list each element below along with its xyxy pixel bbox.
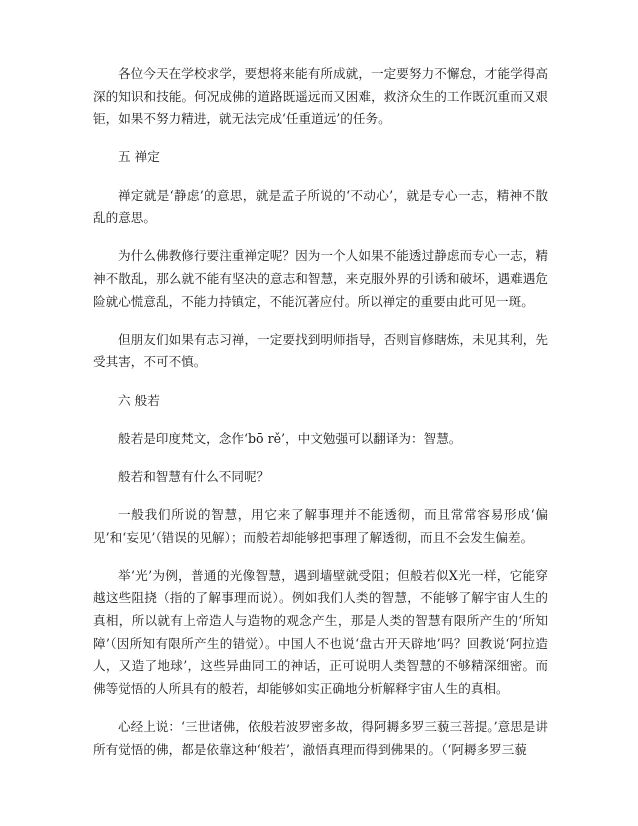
para-find-teacher: 但朋友们如果有志习禅，一定要找到明师指导，否则盲修瞎炼，未见其利，先受其害，不可不慎。 — [93, 331, 548, 370]
para-why-chan-ding: 为什么佛教修行要注重禅定呢？因为一个人如果不能透过静虑而专心一志，精神不散乱，那么就不能有坚决的意志和智慧，来克服外界的引诱和破坏，遇难遇危险就心慌意乱，不能力持镇定，不能沉著应付。所以禅定的重要由此可见一斑。 — [93, 248, 548, 309]
para-chan-ding-definition: 禅定就是‘静虑’的意思，就是孟子所说的‘不动心’，就是专心一志，精神不散乱的意思。 — [93, 187, 548, 226]
para-study-diligence: 各位今天在学校求学，要想将来能有所成就，一定要努力不懈怠，才能学得高深的知识和技能。何况成佛的道路既遥远而又困难，救济众生的工作既沉重而又艰钜，如果不努力精进，就无法完成‘任重道远’的任务。 — [93, 66, 548, 127]
document-body — [93, 63, 548, 777]
para-light-example: 举‘光’为例，普通的光像智慧，遇到墙壁就受阻；但般若似X光一样，它能穿越这些阻挠（指的了解事理而说）。例如我们人类的智慧，不能够了解宇宙人生的真相，所以就有上帝造人与造物的观念产生，那是人类的智慧有限所产生的‘所知障’（因所知有限所产生的错觉）。中国人不也说‘盘古开天辟地’吗？回教说‘阿拉造人，又造了地球’，这些异曲同工的神话，正可说明人类智慧的不够精深细密。而佛等觉悟的人所具有的般若，却能够如实正确地分析解释宇宙人生的真相。 — [93, 567, 548, 696]
para-bo-re-definition: 般若是印度梵文，念作‘bō rě’，中文勉强可以翻译为：智慧。 — [118, 430, 462, 446]
para-bo-re-question: 般若和智慧有什么不同呢？ — [118, 468, 270, 484]
section-heading-bo-re: 六 般若 — [118, 392, 160, 408]
section-heading-chan-ding: 五 禅定 — [118, 149, 160, 165]
para-heart-sutra: 心经上说：‘三世诸佛，依般若波罗密多故，得阿耨多罗三藐三菩提。’意思是讲所有觉悟的佛，都是依靠这种‘般若’，澈悟真理而得到佛果的。（‘阿耨多罗三藐 — [93, 719, 548, 757]
para-ordinary-wisdom: 一般我们所说的智慧，用它来了解事理并不能透彻，而且常常容易形成‘偏见’和‘妄见’（错误的见解）；而般若却能够把事理了解透彻，而且不会发生偏差。 — [93, 507, 548, 545]
